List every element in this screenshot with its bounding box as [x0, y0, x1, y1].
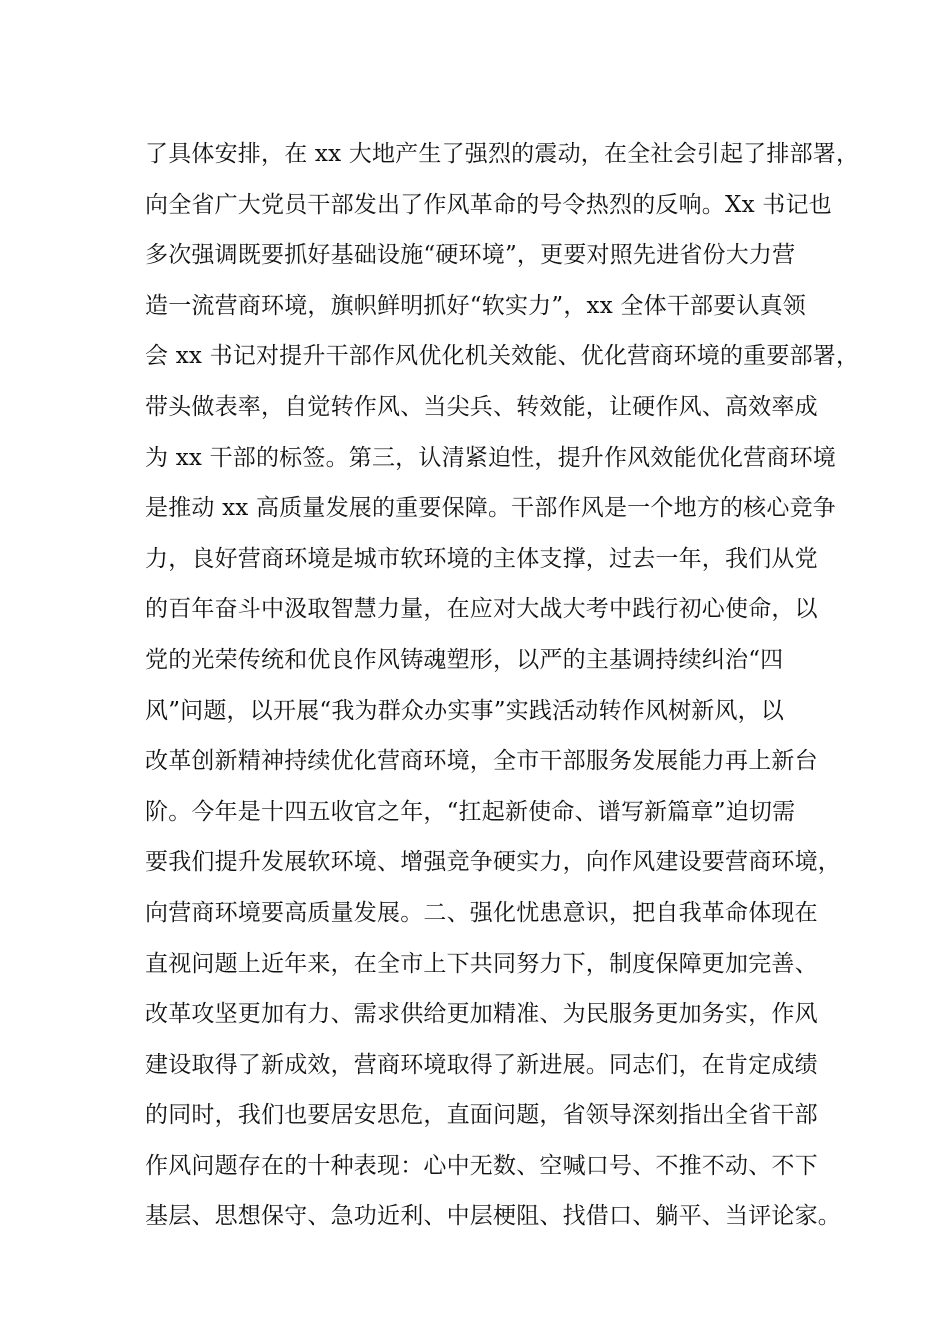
- text-line: 力，良好营商环境是城市软环境的主体支撑，过去一年，我们从党: [145, 545, 818, 572]
- text-line: 带头做表率，自觉转作风、当尖兵、转效能，让硬作风、高效率成: [145, 393, 818, 420]
- body-text: [145, 129, 860, 1242]
- text-line: 基层、思想保守、急功近利、中层梗阻、找借口、躺平、当评论家。: [145, 1203, 841, 1230]
- text-line: 阶。今年是十四五收官之年，“扛起新使命、谱写新篇章”迫切需: [145, 798, 796, 825]
- text-line: 要我们提升发展软环境、增强竞争硬实力，向作风建设要营商环境，: [145, 849, 841, 876]
- text-line: 会 xx 书记对提升干部作风优化机关效能、优化营商环境的重要部署，: [145, 343, 860, 370]
- text-line: 了具体安排，在 xx 大地产生了强烈的震动，在全社会引起了排部署，: [145, 141, 860, 167]
- text-line: 风”问题，以开展“我为群众办实事”实践活动转作风树新风，以: [145, 697, 785, 724]
- text-line: 的同时，我们也要居安思危，直面问题，省领导深刻指出全省干部: [145, 1102, 818, 1129]
- text-line: 作风问题存在的十种表现：心中无数、空喊口号、不推不动、不下: [145, 1152, 818, 1179]
- text-line: 改革攻坚更加有力、需求供给更加精准、为民服务更加务实，作风: [145, 1001, 818, 1028]
- text-line: 改革创新精神持续优化营商环境，全市干部服务发展能力再上新台: [145, 748, 818, 775]
- text-line: 向营商环境要高质量发展。二、强化忧患意识，把自我革命体现在: [145, 899, 818, 926]
- text-line: 为 xx 干部的标签。第三，认清紧迫性，提升作风效能优化营商环境: [145, 444, 836, 471]
- text-line: 党的光荣传统和优良作风铸魂塑形，以严的主基调持续纠治“四: [145, 646, 784, 673]
- text-line: 多次强调既要抓好基础设施“硬环境”，更要对照先进省份大力营: [145, 242, 796, 269]
- text-line: 是推动 xx 高质量发展的重要保障。干部作风是一个地方的核心竞争: [145, 495, 836, 522]
- text-line: 的百年奋斗中汲取智慧力量，在应对大战大考中践行初心使命，以: [145, 596, 818, 623]
- text-line: 向全省广大党员干部发出了作风革命的号令热烈的反响。Xx 书记也: [145, 191, 832, 218]
- text-line: 建设取得了新成效，营商环境取得了新进展。同志们，在肯定成绩: [145, 1051, 818, 1078]
- text-line: 直视问题上近年来，在全市上下共同努力下，制度保障更加完善、: [145, 950, 818, 977]
- text-line: 造一流营商环境，旗帜鲜明抓好“软实力”，xx 全体干部要认真领: [145, 292, 806, 319]
